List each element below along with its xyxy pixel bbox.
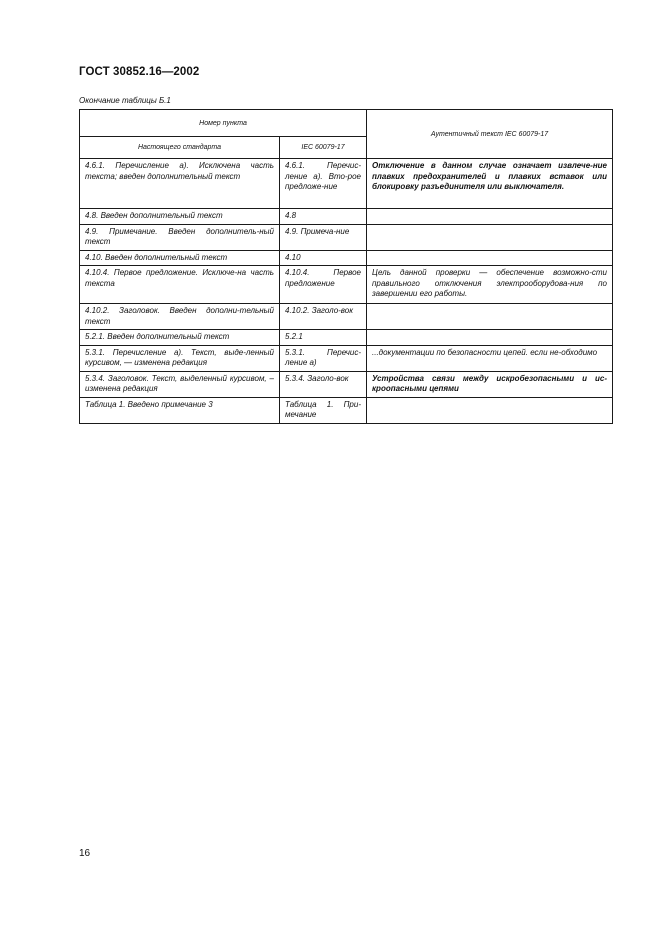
table-row <box>80 159 613 209</box>
page-number: 16 <box>79 848 91 859</box>
cell-iec: 4.10.4. Первое предложение <box>280 266 367 304</box>
cell-current: 5.2.1. Введен дополнительный текст <box>80 330 280 346</box>
table-row <box>80 209 613 225</box>
cell-iec: 4.10 <box>280 250 367 266</box>
cell-current: 5.3.4. Заголовок. Текст, выделенный курсивом, – изменена редакция <box>80 371 280 397</box>
header-authentic-text: Аутентичный текст IEC 60079-17 <box>367 110 613 159</box>
header-current-standard: Настоящего стандарта <box>80 137 280 159</box>
cell-authentic <box>367 304 613 330</box>
cell-iec: 5.3.4. Заголо-вок <box>280 371 367 397</box>
cell-authentic: ...документации по безопасности цепей. если не-обходимо <box>367 345 613 371</box>
cell-authentic <box>367 250 613 266</box>
comparison-table <box>79 109 613 424</box>
cell-current: 4.10.4. Первое предложение. Исключе-на часть текста <box>80 266 280 304</box>
cell-iec: Таблица 1. При-мечание <box>280 397 367 423</box>
cell-authentic <box>367 330 613 346</box>
table-row <box>80 397 613 423</box>
cell-authentic: Отключение в данном случае означает извлече-ние плавких предохранителей и плавких вставок или блокировку разъединителя или выключателя. <box>367 159 613 209</box>
cell-current: Таблица 1. Введено примечание 3 <box>80 397 280 423</box>
table-row <box>80 266 613 304</box>
cell-current: 4.9. Примечание. Введен дополнитель-ный текст <box>80 224 280 250</box>
cell-current: 4.6.1. Перечисление а). Исключена часть текста; введен дополнительный текст <box>80 159 280 209</box>
table-row <box>80 304 613 330</box>
cell-iec: 4.9. Примеча-ние <box>280 224 367 250</box>
table-row <box>80 250 613 266</box>
cell-iec: 5.2.1 <box>280 330 367 346</box>
cell-current: 4.10.2. Заголовок. Введен дополни-тельный текст <box>80 304 280 330</box>
table-row <box>80 345 613 371</box>
header-iec: IEC 60079-17 <box>280 137 367 159</box>
cell-iec: 4.10.2. Заголо-вок <box>280 304 367 330</box>
table-row <box>80 330 613 346</box>
table-row <box>80 371 613 397</box>
table-row <box>80 224 613 250</box>
header-item-number: Номер пункта <box>80 110 367 137</box>
cell-authentic <box>367 224 613 250</box>
cell-iec: 4.8 <box>280 209 367 225</box>
cell-current: 5.3.1. Перечисление а). Текст, выде-ленный курсивом, — изменена редакция <box>80 345 280 371</box>
cell-authentic <box>367 209 613 225</box>
cell-authentic: Цель данной проверки — обеспечение возможно-сти правильного отключения электрооборудова-ния по завершении его работы. <box>367 266 613 304</box>
table-caption: Окончание таблицы Б.1 <box>79 96 171 105</box>
cell-authentic: Устройства связи между искробезопасными и ис-кроопасными цепями <box>367 371 613 397</box>
document-title: ГОСТ 30852.16—2002 <box>79 66 200 78</box>
cell-authentic <box>367 397 613 423</box>
cell-iec: 5.3.1. Перечис-ление а) <box>280 345 367 371</box>
cell-current: 4.8. Введен дополнительный текст <box>80 209 280 225</box>
cell-current: 4.10. Введен дополнительный текст <box>80 250 280 266</box>
cell-iec: 4.6.1. Перечис-ление а). Вто-рое предложе-ние <box>280 159 367 209</box>
